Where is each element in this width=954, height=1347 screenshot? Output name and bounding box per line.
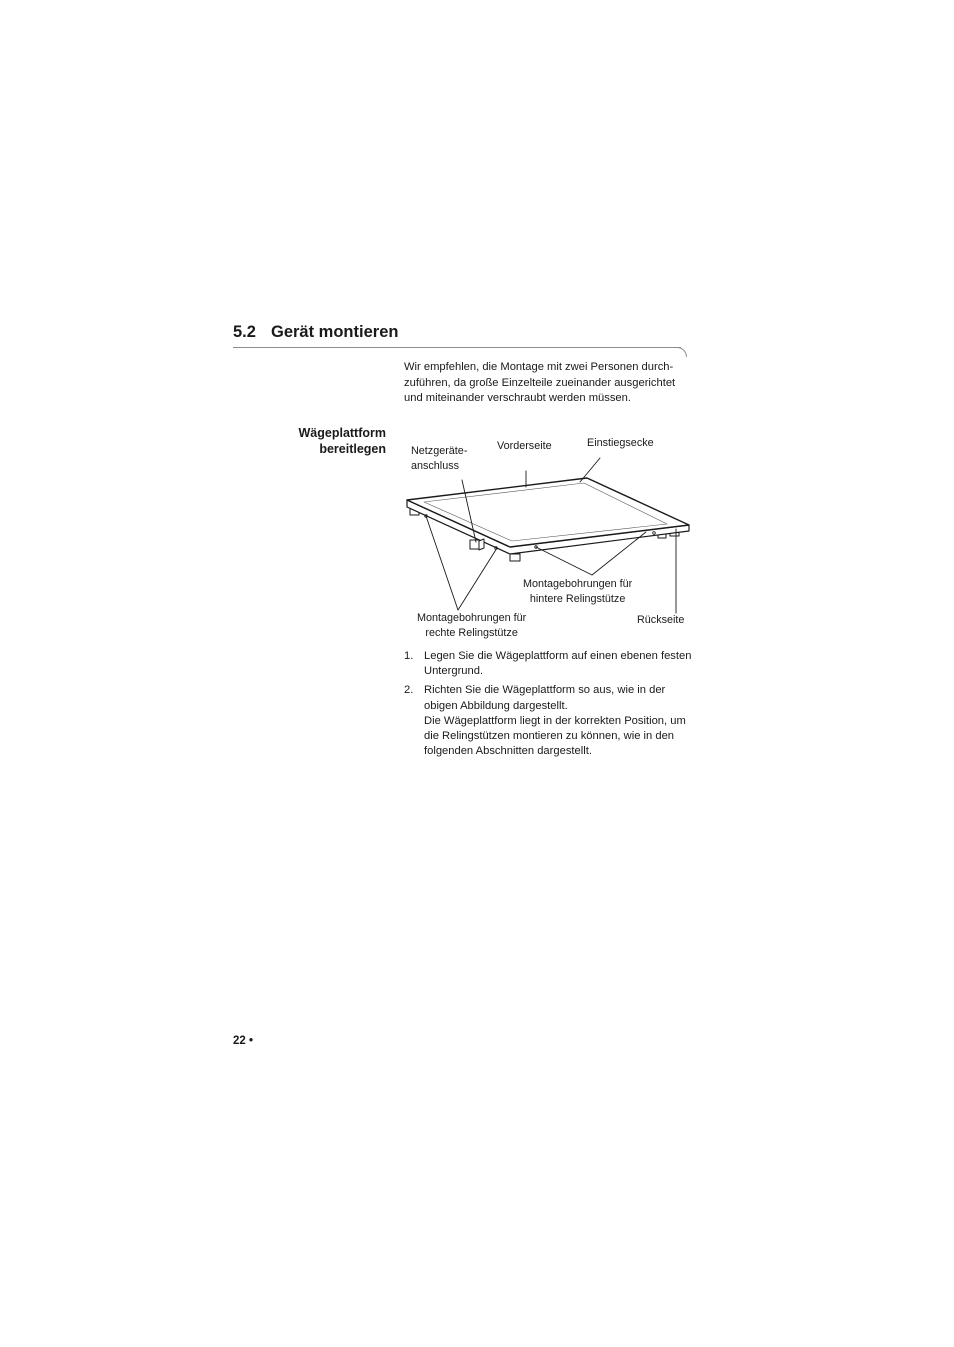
label-hintere-line2: hintere Relingstütze [529, 592, 626, 605]
power-connector [470, 539, 484, 550]
step-text: Legen Sie die Wägeplattform auf einen ebenen festen Untergrund. [424, 650, 692, 678]
intro-paragraph: Wir empfehlen, die Montage mit zwei Personen durch- zuführen, da große Einzelteile zueinander ausgerichtet und miteinander verschraubt werden müssen. [404, 361, 676, 404]
leader-einstiegsecke [580, 458, 600, 482]
steps-list [404, 649, 694, 763]
platform-figure [400, 430, 700, 645]
side-heading-line1: Wägeplattform [298, 426, 386, 440]
label-hintere-relingstuetze [523, 577, 632, 606]
section-heading [233, 323, 398, 342]
label-rueckseite: Rückseite [637, 614, 685, 626]
label-netzgeraete-line1: Netzgeräte- [411, 445, 468, 457]
label-rechte-line2: rechte Relingstütze [425, 626, 518, 639]
side-heading-line2: bereitlegen [319, 442, 386, 456]
section-number: 5.2 [233, 323, 256, 341]
step-item [404, 649, 694, 679]
label-hintere-line1: Montagebohrungen für [523, 578, 633, 590]
step-number: 1. [404, 650, 414, 662]
leader-rechte-2 [458, 548, 497, 610]
step-text: Richten Sie die Wägeplattform so aus, wie in der obigen Abbildung dargestellt. [424, 684, 666, 712]
label-einstiegsecke: Einstiegsecke [587, 437, 654, 449]
foot-front [510, 554, 520, 561]
section-title: Gerät montieren [271, 323, 399, 341]
label-netzgeraete-line2: anschluss [411, 459, 460, 472]
step-number: 2. [404, 684, 414, 697]
label-rechte-relingstuetze [417, 611, 526, 640]
leader-rechte-1 [426, 516, 458, 610]
section-rule-corner [677, 347, 687, 357]
label-netzgeraete [411, 444, 467, 473]
section-rule [233, 347, 681, 348]
side-heading [233, 425, 386, 457]
page-number: 22 • [233, 1035, 254, 1047]
leader-hintere-1 [536, 547, 592, 575]
step-note: Die Wägeplattform liegt in der korrekten Position, um die Relingstützen montieren zu können, wie in den folgenden Abschnitten dargestellt. [424, 714, 686, 758]
label-rechte-line1: Montagebohrungen für [417, 612, 527, 624]
label-vorderseite: Vorderseite [497, 440, 552, 452]
step-item [404, 683, 694, 759]
